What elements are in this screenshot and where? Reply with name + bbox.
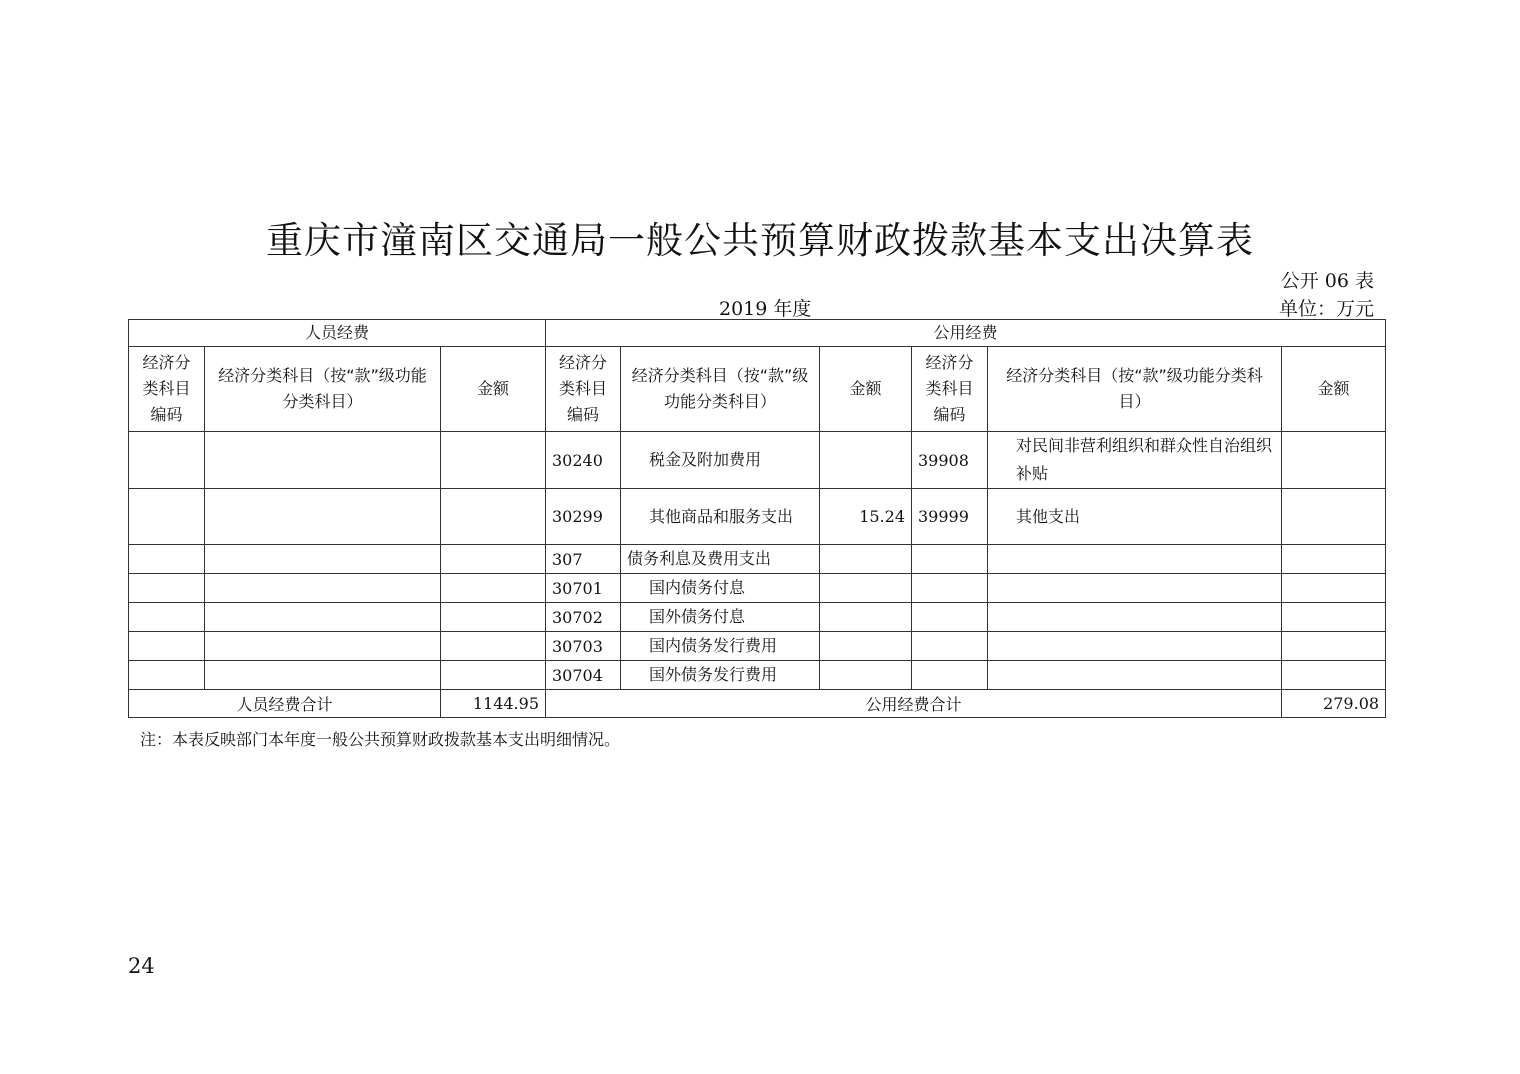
col-header-name: 经济分类科目（按“款”级功能分类科目） — [205, 347, 441, 432]
group-public-header: 公用经费 — [546, 320, 1386, 347]
expenditure-table — [128, 319, 1386, 718]
personnel-name-cell — [205, 489, 441, 545]
public2-amount-cell — [1282, 603, 1386, 632]
fiscal-year: 2019 年度 — [719, 298, 812, 320]
public-amount-cell — [820, 661, 912, 690]
personnel-amount-cell — [441, 661, 546, 690]
personnel-amount-cell — [441, 603, 546, 632]
public2-name-cell: 对民间非营利组织和群众性自治组织补贴 — [988, 432, 1282, 489]
public-amount-cell — [820, 545, 912, 574]
unit-label: 单位：万元 — [1278, 298, 1374, 320]
public-amount-cell — [820, 632, 912, 661]
public2-code-cell — [912, 632, 988, 661]
personnel-code-cell — [129, 574, 205, 603]
col-header-code: 经济分类科目编码 — [129, 347, 205, 432]
personnel-name-cell — [205, 603, 441, 632]
personnel-amount-cell — [441, 489, 546, 545]
public-amount-cell — [820, 574, 912, 603]
table-row — [129, 632, 1386, 661]
col-header-name: 经济分类科目（按“款”级功能分类科目） — [621, 347, 820, 432]
public2-amount-cell — [1282, 632, 1386, 661]
personnel-name-cell — [205, 545, 441, 574]
col-header-name: 经济分类科目（按“款”级功能分类科目） — [988, 347, 1282, 432]
public2-code-cell: 39908 — [912, 432, 988, 489]
personnel-code-cell — [129, 432, 205, 489]
personnel-amount-cell — [441, 432, 546, 489]
public2-amount-cell — [1282, 574, 1386, 603]
public2-name-cell — [988, 603, 1282, 632]
total-personnel-value: 1144.95 — [441, 690, 546, 718]
public-name-cell: 国内债务发行费用 — [621, 632, 820, 661]
personnel-code-cell — [129, 489, 205, 545]
table-row — [129, 661, 1386, 690]
public-code-cell: 30299 — [546, 489, 621, 545]
public-code-cell: 30701 — [546, 574, 621, 603]
public2-code-cell — [912, 545, 988, 574]
group-personnel-header: 人员经费 — [129, 320, 546, 347]
document-title: 重庆市潼南区交通局一般公共预算财政拨款基本支出决算表 — [266, 219, 1254, 262]
public-name-cell: 其他商品和服务支出 — [621, 489, 820, 545]
table-row — [129, 432, 1386, 489]
personnel-code-cell — [129, 632, 205, 661]
total-row — [129, 690, 1386, 718]
personnel-code-cell — [129, 545, 205, 574]
personnel-amount-cell — [441, 545, 546, 574]
table-row — [129, 489, 1386, 545]
table-row — [129, 574, 1386, 603]
col-header-amount: 金额 — [1282, 347, 1386, 432]
public2-code-cell: 39999 — [912, 489, 988, 545]
col-header-code: 经济分类科目编码 — [546, 347, 621, 432]
public2-name-cell — [988, 545, 1282, 574]
personnel-name-cell — [205, 632, 441, 661]
public-name-cell: 国内债务付息 — [621, 574, 820, 603]
total-public-value: 279.08 — [1282, 690, 1386, 718]
column-header-row — [129, 347, 1386, 432]
page-number: 24 — [128, 954, 155, 978]
public2-name-cell: 其他支出 — [988, 489, 1282, 545]
public2-amount-cell — [1282, 545, 1386, 574]
group-header-row — [129, 320, 1386, 347]
form-number: 公开 06 表 — [1280, 270, 1374, 292]
personnel-code-cell — [129, 661, 205, 690]
public-name-cell: 国外债务发行费用 — [621, 661, 820, 690]
public-amount-cell: 15.24 — [820, 489, 912, 545]
public-amount-cell — [820, 603, 912, 632]
footnote: 注：本表反映部门本年度一般公共预算财政拨款基本支出明细情况。 — [140, 730, 621, 749]
table-row — [129, 545, 1386, 574]
public-code-cell: 30704 — [546, 661, 621, 690]
total-public-label: 公用经费合计 — [546, 690, 1282, 718]
total-personnel-label: 人员经费合计 — [129, 690, 441, 718]
public2-amount-cell — [1282, 661, 1386, 690]
personnel-amount-cell — [441, 574, 546, 603]
public2-code-cell — [912, 661, 988, 690]
public2-amount-cell — [1282, 432, 1386, 489]
col-header-amount: 金额 — [441, 347, 546, 432]
personnel-amount-cell — [441, 632, 546, 661]
public-name-cell: 国外债务付息 — [621, 603, 820, 632]
public-name-cell: 税金及附加费用 — [621, 432, 820, 489]
col-header-code: 经济分类科目编码 — [912, 347, 988, 432]
personnel-code-cell — [129, 603, 205, 632]
public2-amount-cell — [1282, 489, 1386, 545]
public-code-cell: 30240 — [546, 432, 621, 489]
public2-name-cell — [988, 661, 1282, 690]
public-name-cell: 债务利息及费用支出 — [621, 545, 820, 574]
public2-name-cell — [988, 574, 1282, 603]
table-row — [129, 603, 1386, 632]
public-code-cell: 30703 — [546, 632, 621, 661]
public2-code-cell — [912, 603, 988, 632]
public-code-cell: 307 — [546, 545, 621, 574]
public2-code-cell — [912, 574, 988, 603]
personnel-name-cell — [205, 574, 441, 603]
col-header-amount: 金额 — [820, 347, 912, 432]
public-code-cell: 30702 — [546, 603, 621, 632]
personnel-name-cell — [205, 432, 441, 489]
public2-name-cell — [988, 632, 1282, 661]
personnel-name-cell — [205, 661, 441, 690]
public-amount-cell — [820, 432, 912, 489]
